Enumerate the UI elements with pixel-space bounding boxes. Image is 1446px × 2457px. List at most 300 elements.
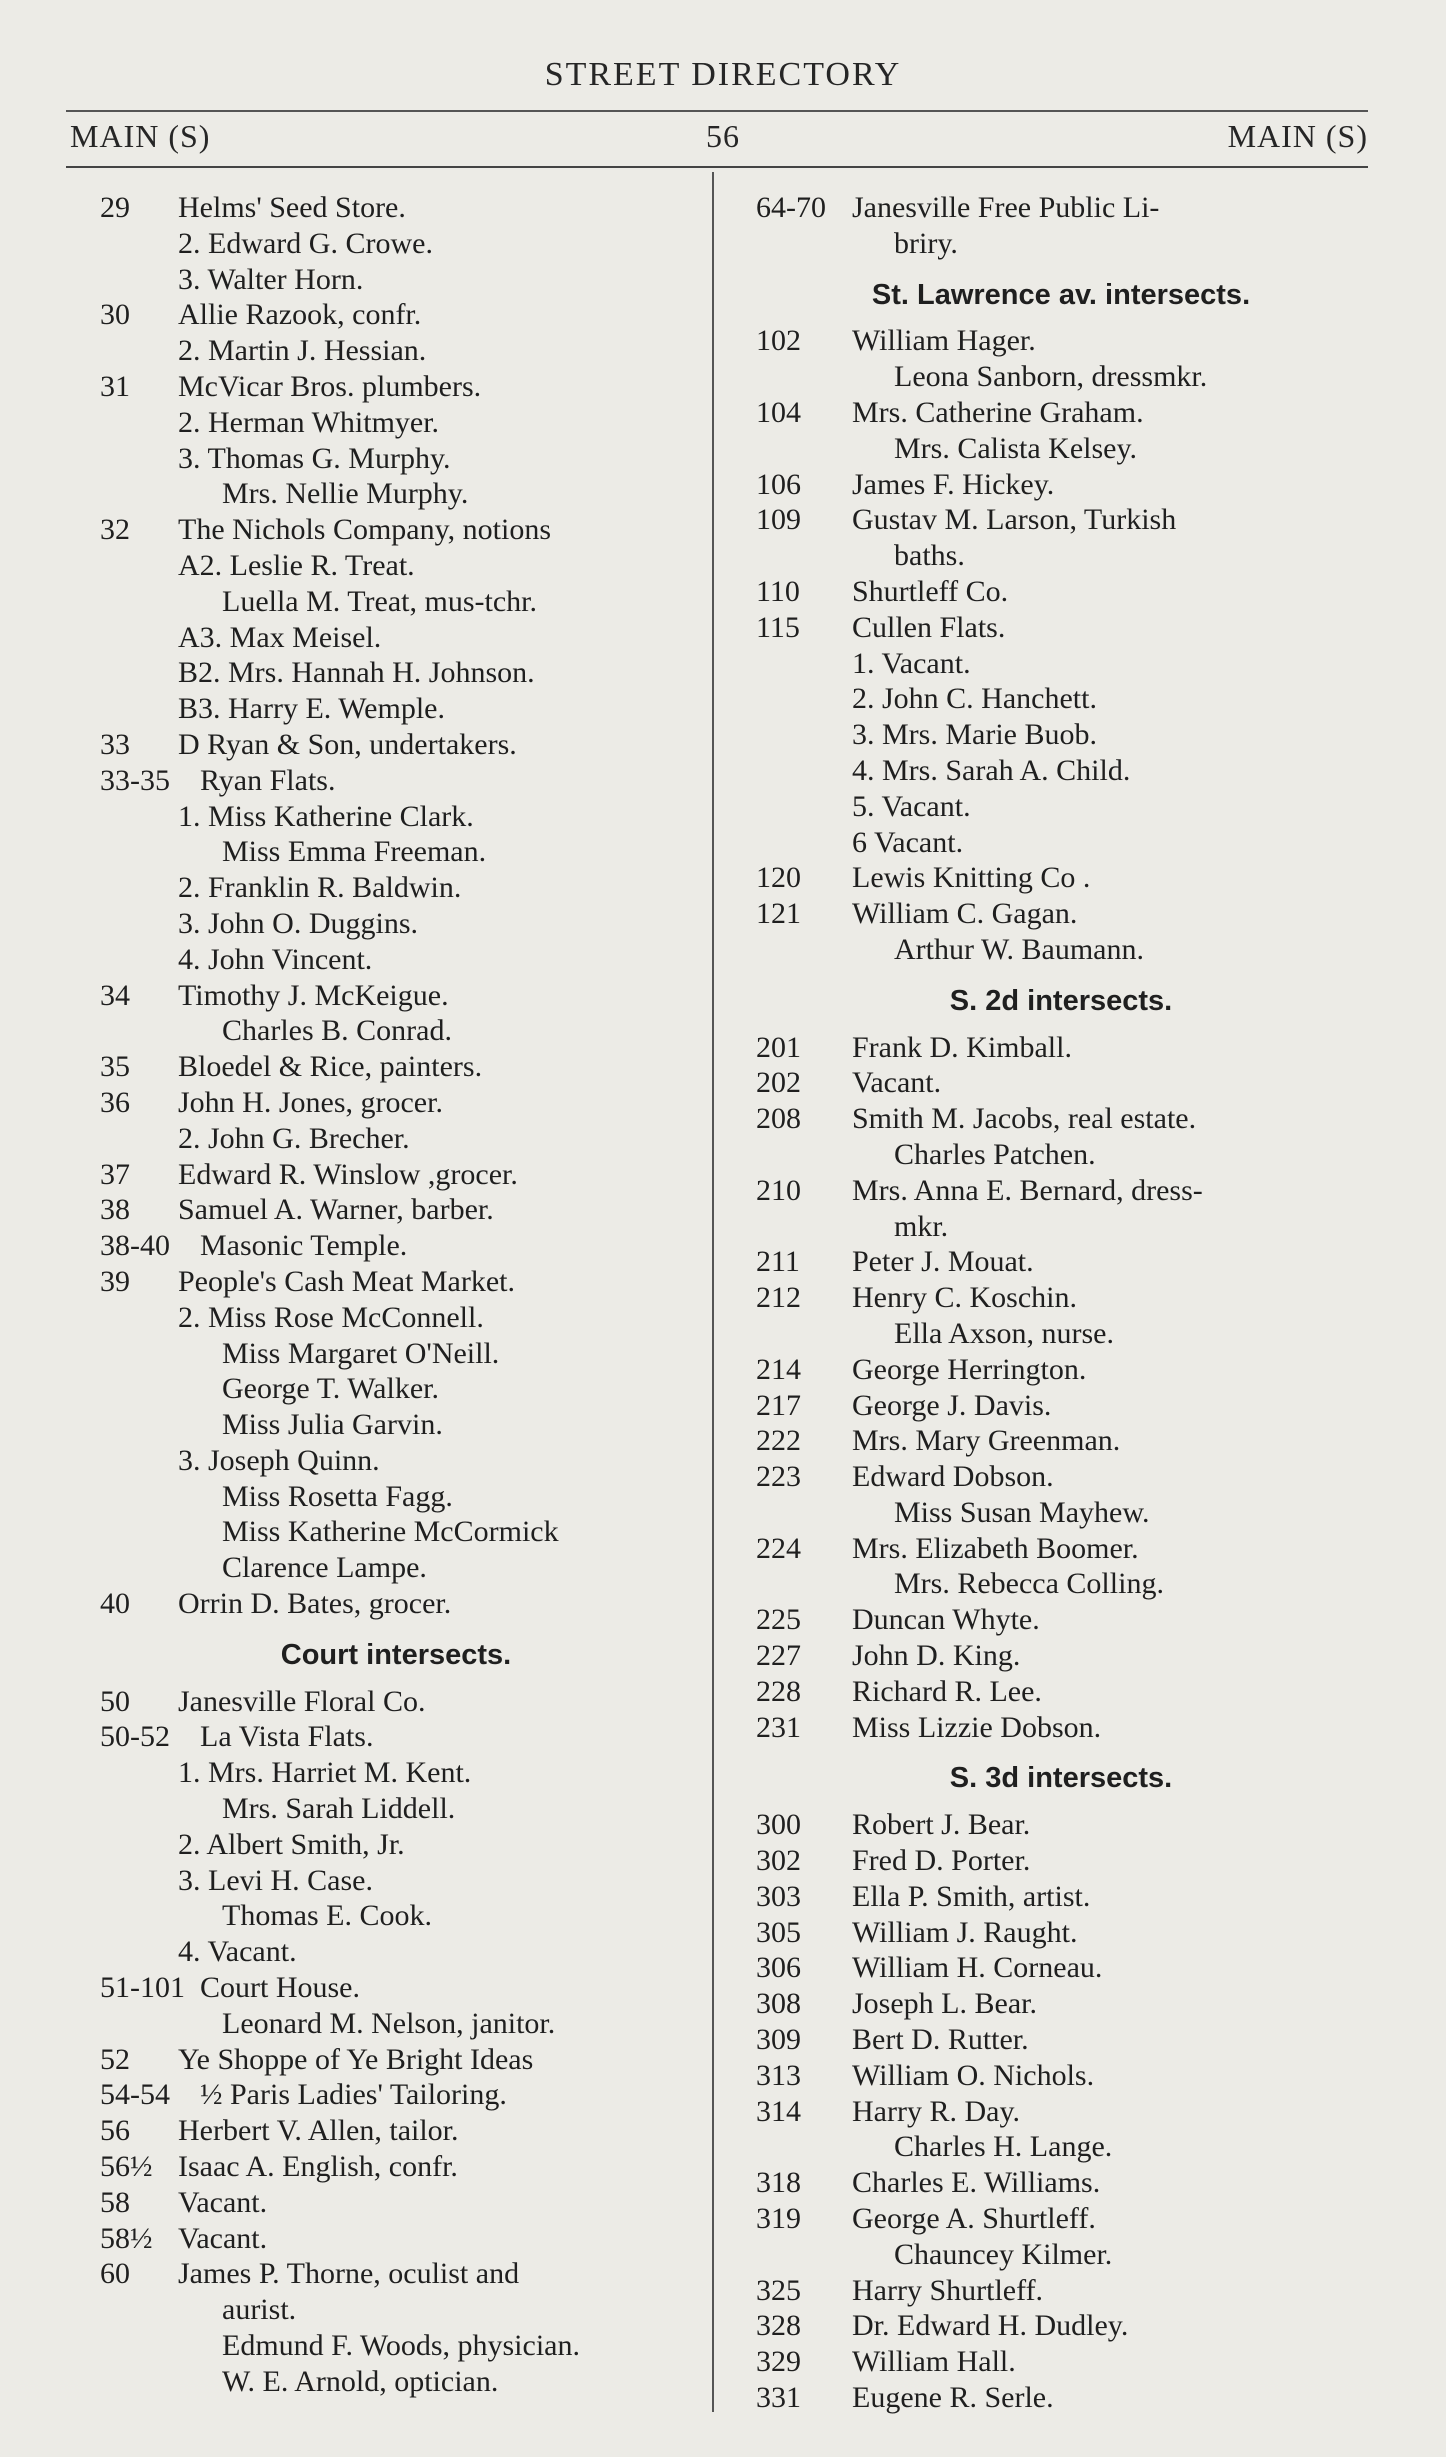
- directory-entry: [756, 190, 1366, 226]
- directory-entry: [756, 1879, 1366, 1915]
- entry-text: Court House.: [200, 1971, 360, 2005]
- directory-entry: [100, 1264, 692, 1300]
- directory-entry: [756, 2094, 1366, 2130]
- directory-entry: [100, 369, 692, 405]
- directory-entry: [756, 1602, 1366, 1638]
- entry-text: Mrs. Mary Greenman.: [852, 1424, 1121, 1458]
- street-number: 306: [756, 1951, 801, 1985]
- directory-entry: [756, 2237, 1366, 2273]
- entry-text: La Vista Flats.: [200, 1720, 374, 1754]
- entry-text: Herbert V. Allen, tailor.: [178, 2114, 459, 2148]
- entry-text: Janesville Free Public Li-: [852, 191, 1160, 224]
- entry-text: George Herrington.: [852, 1352, 1087, 1386]
- directory-entry: [756, 1710, 1366, 1746]
- directory-entry: [756, 1495, 1366, 1531]
- street-name-right: MAIN (S): [1227, 118, 1368, 154]
- directory-entry: [100, 1192, 692, 1228]
- street-number: 328: [756, 2309, 801, 2343]
- entry-text: 4. John Vincent.: [178, 942, 373, 976]
- entry-text: W. E. Arnold, optician.: [222, 2364, 499, 2398]
- entry-text: Harry R. Day.: [852, 2094, 1021, 2128]
- directory-entry: [756, 502, 1366, 538]
- entry-text: 4. Vacant.: [178, 1935, 297, 1969]
- entry-text: aurist.: [222, 2293, 297, 2327]
- entry-text: William J. Raught.: [852, 1915, 1078, 1949]
- entry-text: Mrs. Elizabeth Boomer.: [852, 1531, 1139, 1565]
- directory-entry: [100, 1121, 692, 1157]
- entry-text: Mrs. Sarah Liddell.: [222, 1792, 456, 1826]
- entry-text: 6 Vacant.: [852, 825, 964, 859]
- entry-text: Robert J. Bear.: [852, 1808, 1031, 1842]
- directory-entry: [756, 789, 1366, 825]
- directory-entry: [756, 1843, 1366, 1879]
- entry-text: 2. Edward G. Crowe.: [178, 226, 433, 260]
- directory-entry: [100, 584, 692, 620]
- entry-text: Vacant.: [178, 2185, 268, 2219]
- section-spacer: [756, 968, 1366, 984]
- entry-text: briry.: [894, 226, 958, 260]
- entry-text: Charles E. Williams.: [852, 2166, 1101, 2200]
- directory-entry: [100, 226, 692, 262]
- directory-entry: [100, 1827, 692, 1863]
- entry-text: Mrs. Anna E. Bernard, dress-: [852, 1173, 1203, 1207]
- directory-entry: [756, 226, 1366, 262]
- directory-entry: [756, 323, 1366, 359]
- entry-text: Frank D. Kimball.: [852, 1030, 1072, 1064]
- entry-text: B2. Mrs. Hannah H. Johnson.: [178, 656, 535, 690]
- entry-text: ½ Paris Ladies' Tailoring.: [200, 2078, 507, 2112]
- entry-text: Dr. Edward H. Dudley.: [852, 2309, 1129, 2343]
- entry-text: Mrs. Nellie Murphy.: [222, 477, 469, 511]
- directory-entry: [756, 1352, 1366, 1388]
- street-number: 36: [100, 1085, 130, 1119]
- directory-entry: [756, 2165, 1366, 2201]
- street-number: 314: [756, 2094, 801, 2128]
- street-number: 110: [756, 574, 800, 608]
- directory-entry: [756, 825, 1366, 861]
- street-number: 104: [756, 395, 801, 429]
- entry-text: 5. Vacant.: [852, 789, 971, 823]
- page-title: STREET DIRECTORY: [544, 56, 902, 93]
- directory-entry: [100, 1443, 692, 1479]
- directory-entry: [100, 476, 692, 512]
- directory-entry: [756, 932, 1366, 968]
- entry-text: Ella Axson, nurse.: [894, 1316, 1114, 1350]
- entry-text: Lewis Knitting Co .: [852, 861, 1091, 895]
- street-number: 33-35: [100, 763, 170, 797]
- directory-entry: [100, 870, 692, 906]
- street-number: 40: [100, 1587, 130, 1621]
- street-number: 201: [756, 1030, 801, 1064]
- entry-text: Isaac A. English, confr.: [178, 2150, 458, 2184]
- entry-text: mkr.: [894, 1209, 949, 1243]
- street-number: 51-101: [100, 1971, 185, 2005]
- entry-text: Edward R. Winslow ,grocer.: [178, 1157, 518, 1191]
- left-column: [100, 190, 692, 2400]
- street-number: 37: [100, 1157, 130, 1191]
- directory-entry: [100, 691, 692, 727]
- entry-text: Charles Patchen.: [894, 1137, 1096, 1171]
- entry-text: Bert D. Rutter.: [852, 2023, 1029, 2057]
- directory-entry: [100, 1157, 692, 1193]
- entry-text: 3. Mrs. Marie Buob.: [852, 718, 1097, 752]
- directory-entry: [756, 1459, 1366, 1495]
- street-number: 102: [756, 324, 801, 358]
- directory-entry: [100, 1049, 692, 1085]
- directory-entry: [100, 333, 692, 369]
- section-heading: S. 3d intersects.: [949, 1762, 1173, 1795]
- entry-text: Ryan Flats.: [200, 763, 336, 797]
- street-number: 31: [100, 369, 130, 403]
- entry-text: Orrin D. Bates, grocer.: [178, 1587, 452, 1621]
- street-number: 214: [756, 1352, 801, 1386]
- section-spacer: [756, 1745, 1366, 1761]
- directory-entry: [756, 1137, 1366, 1173]
- street-number: 29: [100, 191, 130, 224]
- street-number: 217: [756, 1388, 801, 1422]
- directory-entry: [756, 2129, 1366, 2165]
- entry-text: 2. Herman Whitmyer.: [178, 405, 440, 439]
- street-number: 106: [756, 467, 801, 501]
- street-number: 224: [756, 1531, 801, 1565]
- entry-text: Mrs. Calista Kelsey.: [894, 431, 1138, 465]
- directory-entry: [100, 1228, 692, 1264]
- street-number: 34: [100, 978, 130, 1012]
- entry-text: William Hager.: [852, 324, 1036, 358]
- entry-text: Arthur W. Baumann.: [894, 932, 1144, 966]
- directory-entry: [756, 2380, 1366, 2416]
- directory-entry: [100, 2077, 692, 2113]
- street-number: 325: [756, 2273, 801, 2307]
- entry-text: Allie Razook, confr.: [178, 298, 422, 332]
- street-number: 300: [756, 1808, 801, 1842]
- directory-entry: [756, 1986, 1366, 2022]
- entry-text: 2. Martin J. Hessian.: [178, 334, 427, 368]
- street-number: 60: [100, 2257, 130, 2291]
- entry-text: Chauncey Kilmer.: [894, 2237, 1113, 2271]
- entry-text: John H. Jones, grocer.: [178, 1085, 443, 1119]
- directory-entry: [756, 1423, 1366, 1459]
- directory-entry: [100, 441, 692, 477]
- header-row: [0, 118, 1446, 162]
- directory-entry: [756, 1316, 1366, 1352]
- entry-text: William O. Nichols.: [852, 2058, 1095, 2092]
- section-spacer: [756, 1020, 1366, 1030]
- directory-entry: [756, 1531, 1366, 1567]
- entry-text: Harry Shurtleff.: [852, 2273, 1044, 2307]
- street-number: 120: [756, 861, 801, 895]
- street-number: 329: [756, 2345, 801, 2379]
- directory-entry: [756, 2308, 1366, 2344]
- section-spacer: [100, 1622, 692, 1638]
- street-number: 38: [100, 1193, 130, 1227]
- street-number: 50-52: [100, 1720, 170, 1754]
- directory-entry: [100, 1684, 692, 1720]
- directory-entry: [756, 1566, 1366, 1602]
- entry-text: Timothy J. McKeigue.: [178, 978, 449, 1012]
- entry-text: 3. Walter Horn.: [178, 262, 364, 296]
- entry-text: Mrs. Catherine Graham.: [852, 395, 1144, 429]
- entry-text: baths.: [894, 539, 965, 573]
- entry-text: Masonic Temple.: [200, 1229, 408, 1263]
- entry-text: 3. Joseph Quinn.: [178, 1443, 380, 1477]
- entry-text: Bloedel & Rice, painters.: [178, 1050, 483, 1084]
- street-number: 318: [756, 2166, 801, 2200]
- entry-text: Charles H. Lange.: [894, 2130, 1113, 2164]
- directory-entry: [100, 512, 692, 548]
- entry-text: Miss Emma Freeman.: [222, 835, 487, 869]
- entry-text: Eugene R. Serle.: [852, 2381, 1054, 2415]
- directory-entry: [100, 405, 692, 441]
- entry-text: George A. Shurtleff.: [852, 2202, 1096, 2236]
- entry-text: Miss Lizzie Dobson.: [852, 1710, 1102, 1744]
- directory-entry: [756, 538, 1366, 574]
- directory-entry: [756, 860, 1366, 896]
- directory-entry: [100, 2113, 692, 2149]
- directory-entry: [756, 717, 1366, 753]
- street-number: 58½: [100, 2221, 153, 2255]
- directory-entry: [756, 1280, 1366, 1316]
- directory-entry: [100, 1934, 692, 1970]
- street-number: 210: [756, 1173, 801, 1207]
- entry-text: Miss Margaret O'Neill.: [222, 1336, 500, 1370]
- directory-entry: [100, 834, 692, 870]
- directory-entry: [756, 681, 1366, 717]
- entry-text: George T. Walker.: [222, 1372, 439, 1406]
- entry-text: Mrs. Rebecca Colling.: [894, 1567, 1164, 1601]
- entry-text: 1. Vacant.: [852, 646, 971, 680]
- street-number: 33: [100, 727, 130, 761]
- directory-entry: [756, 1065, 1366, 1101]
- entry-text: Charles B. Conrad.: [222, 1014, 452, 1048]
- entry-text: Gustav M. Larson, Turkish: [852, 503, 1177, 537]
- street-number: 231: [756, 1710, 801, 1744]
- street-number: 109: [756, 503, 801, 537]
- street-number: 211: [756, 1245, 800, 1279]
- street-number: 32: [100, 513, 130, 547]
- section-heading: St. Lawrence av. intersects.: [871, 278, 1251, 311]
- street-number: 56: [100, 2114, 130, 2148]
- entry-text: A2. Leslie R. Treat.: [178, 548, 415, 582]
- directory-entry: [756, 1209, 1366, 1245]
- street-number: 39: [100, 1264, 130, 1298]
- page-number: 56: [706, 118, 740, 154]
- directory-entry: [756, 1030, 1366, 1066]
- street-number: 115: [756, 610, 800, 644]
- entry-text: Helms' Seed Store.: [178, 191, 406, 224]
- directory-entry: [756, 646, 1366, 682]
- street-name-left: MAIN (S): [70, 118, 211, 154]
- directory-entry: [100, 1970, 692, 2006]
- entry-text: George J. Davis.: [852, 1388, 1052, 1422]
- street-number: 313: [756, 2058, 801, 2092]
- entry-text: Henry C. Koschin.: [852, 1281, 1077, 1315]
- directory-entry: [100, 2328, 692, 2364]
- street-number: 223: [756, 1460, 801, 1494]
- header-rule-top: [66, 110, 1368, 112]
- entry-text: Smith M. Jacobs, real estate.: [852, 1102, 1197, 1136]
- entry-text: 1. Miss Katherine Clark.: [178, 799, 474, 833]
- entry-text: 2. John G. Brecher.: [178, 1121, 410, 1155]
- street-number: 208: [756, 1102, 801, 1136]
- street-number: 309: [756, 2023, 801, 2057]
- entry-text: Samuel A. Warner, barber.: [178, 1193, 494, 1227]
- entry-text: Ella P. Smith, artist.: [852, 1879, 1091, 1913]
- street-number: 38-40: [100, 1229, 170, 1263]
- directory-entry: [756, 2201, 1366, 2237]
- street-number: 222: [756, 1424, 801, 1458]
- street-number: 121: [756, 897, 801, 931]
- entry-text: D Ryan & Son, undertakers.: [178, 727, 517, 761]
- directory-entry: [100, 2292, 692, 2328]
- street-number: 35: [100, 1050, 130, 1084]
- entry-text: 3. Levi H. Case.: [178, 1863, 373, 1897]
- entry-text: William C. Gagan.: [852, 897, 1078, 931]
- directory-entry: [100, 1791, 692, 1827]
- entry-text: Peter J. Mouat.: [852, 1245, 1034, 1279]
- directory-entry: [100, 262, 692, 298]
- street-number: 302: [756, 1844, 801, 1878]
- directory-entry: [100, 2221, 692, 2257]
- section-heading: S. 2d intersects.: [949, 984, 1173, 1017]
- directory-entry: [100, 763, 692, 799]
- directory-entry: [756, 1638, 1366, 1674]
- section-heading: Court intersects.: [280, 1638, 512, 1671]
- directory-entry: [100, 727, 692, 763]
- directory-entry: [100, 1719, 692, 1755]
- entry-text: Vacant.: [178, 2221, 268, 2255]
- directory-entry: [100, 1085, 692, 1121]
- street-number: 50: [100, 1684, 130, 1718]
- entry-text: Thomas E. Cook.: [222, 1899, 432, 1933]
- directory-entry: [756, 359, 1366, 395]
- directory-entry: [100, 1479, 692, 1515]
- entry-text: Clarence Lampe.: [222, 1551, 427, 1585]
- entry-text: 3. John O. Duggins.: [178, 906, 419, 940]
- directory-entry: [756, 1674, 1366, 1710]
- entry-text: Ye Shoppe of Ye Bright Ideas: [178, 2042, 534, 2076]
- directory-entry: [100, 2149, 692, 2185]
- directory-entry: [756, 1915, 1366, 1951]
- directory-entry: [756, 1101, 1366, 1137]
- directory-entry: [756, 1244, 1366, 1280]
- directory-entry: [756, 610, 1366, 646]
- directory-entry: [100, 1407, 692, 1443]
- directory-entry: [756, 395, 1366, 431]
- directory-entry: [100, 1336, 692, 1372]
- section-spacer: [756, 1797, 1366, 1807]
- entry-text: 1. Mrs. Harriet M. Kent.: [178, 1756, 472, 1790]
- directory-entry: [756, 2022, 1366, 2058]
- street-number: 331: [756, 2381, 801, 2415]
- directory-entry: [756, 896, 1366, 932]
- street-number: 227: [756, 1639, 801, 1673]
- street-number: 58: [100, 2185, 130, 2219]
- header-rule: [66, 166, 1368, 168]
- entry-text: The Nichols Company, notions: [178, 513, 552, 547]
- directory-entry: [100, 1898, 692, 1934]
- directory-entry: [756, 1807, 1366, 1843]
- entry-text: Luella M. Treat, mus-tchr.: [222, 584, 537, 618]
- directory-entry: [756, 1173, 1366, 1209]
- directory-entry: [100, 620, 692, 656]
- street-number: 30: [100, 298, 130, 332]
- entry-text: John D. King.: [852, 1639, 1021, 1673]
- entry-text: Cullen Flats.: [852, 610, 1006, 644]
- entry-text: Fred D. Porter.: [852, 1844, 1031, 1878]
- entry-text: 2. Franklin R. Baldwin.: [178, 871, 462, 905]
- directory-entry: [100, 655, 692, 691]
- entry-text: Edmund F. Woods, physician.: [222, 2329, 580, 2363]
- directory-entry: [100, 1514, 692, 1550]
- entry-text: 2. Albert Smith, Jr.: [178, 1827, 405, 1861]
- street-number: 319: [756, 2202, 801, 2236]
- entry-text: James F. Hickey.: [852, 467, 1055, 501]
- directory-entry: [756, 574, 1366, 610]
- section-spacer: [100, 1674, 692, 1684]
- right-column: [756, 190, 1366, 2416]
- directory-entry: [100, 297, 692, 333]
- directory-entry: [100, 1550, 692, 1586]
- entry-text: B3. Harry E. Wemple.: [178, 692, 445, 726]
- directory-entry: [100, 1755, 692, 1791]
- directory-entry: [100, 548, 692, 584]
- column-divider: [712, 172, 714, 2412]
- directory-entry: [100, 2006, 692, 2042]
- entry-text: Miss Rosetta Fagg.: [222, 1479, 453, 1513]
- directory-entry: [756, 2344, 1366, 2380]
- entry-text: Duncan Whyte.: [852, 1603, 1040, 1637]
- entry-text: William H. Corneau.: [852, 1951, 1103, 1985]
- directory-entry: [100, 1863, 692, 1899]
- entry-text: Joseph L. Bear.: [852, 1987, 1037, 2021]
- directory-entry: [756, 2273, 1366, 2309]
- directory-entry: [100, 799, 692, 835]
- directory-entry: [756, 1388, 1366, 1424]
- directory-entry: [100, 2364, 692, 2400]
- street-number: 305: [756, 1915, 801, 1949]
- entry-text: 2. Miss Rose McConnell.: [178, 1300, 484, 1334]
- entry-text: McVicar Bros. plumbers.: [178, 369, 482, 403]
- entry-text: A3. Max Meisel.: [178, 620, 382, 654]
- street-number: 202: [756, 1066, 801, 1100]
- entry-text: Shurtleff Co.: [852, 574, 1009, 608]
- directory-entry: [100, 2042, 692, 2078]
- directory-entry: [100, 2256, 692, 2292]
- directory-entry: [100, 1300, 692, 1336]
- entry-text: Janesville Floral Co.: [178, 1684, 426, 1718]
- entry-text: Vacant.: [852, 1066, 942, 1100]
- street-number: 228: [756, 1674, 801, 1708]
- directory-entry: [100, 906, 692, 942]
- entry-text: People's Cash Meat Market.: [178, 1264, 516, 1298]
- entry-text: William Hall.: [852, 2345, 1016, 2379]
- street-number: 225: [756, 1603, 801, 1637]
- entry-text: 4. Mrs. Sarah A. Child.: [852, 753, 1131, 787]
- street-number: 56½: [100, 2150, 153, 2184]
- directory-entry: [756, 2058, 1366, 2094]
- entry-text: Richard R. Lee.: [852, 1674, 1042, 1708]
- entry-text: James P. Thorne, oculist and: [178, 2257, 520, 2291]
- entry-text: 2. John C. Hanchett.: [852, 682, 1097, 716]
- directory-entry: [100, 1371, 692, 1407]
- entry-text: Miss Julia Garvin.: [222, 1408, 443, 1442]
- entry-text: Leona Sanborn, dressmkr.: [894, 360, 1208, 394]
- entry-text: Edward Dobson.: [852, 1460, 1054, 1494]
- entry-text: Leonard M. Nelson, janitor.: [222, 2006, 556, 2040]
- street-number: 303: [756, 1879, 801, 1913]
- directory-entry: [756, 467, 1366, 503]
